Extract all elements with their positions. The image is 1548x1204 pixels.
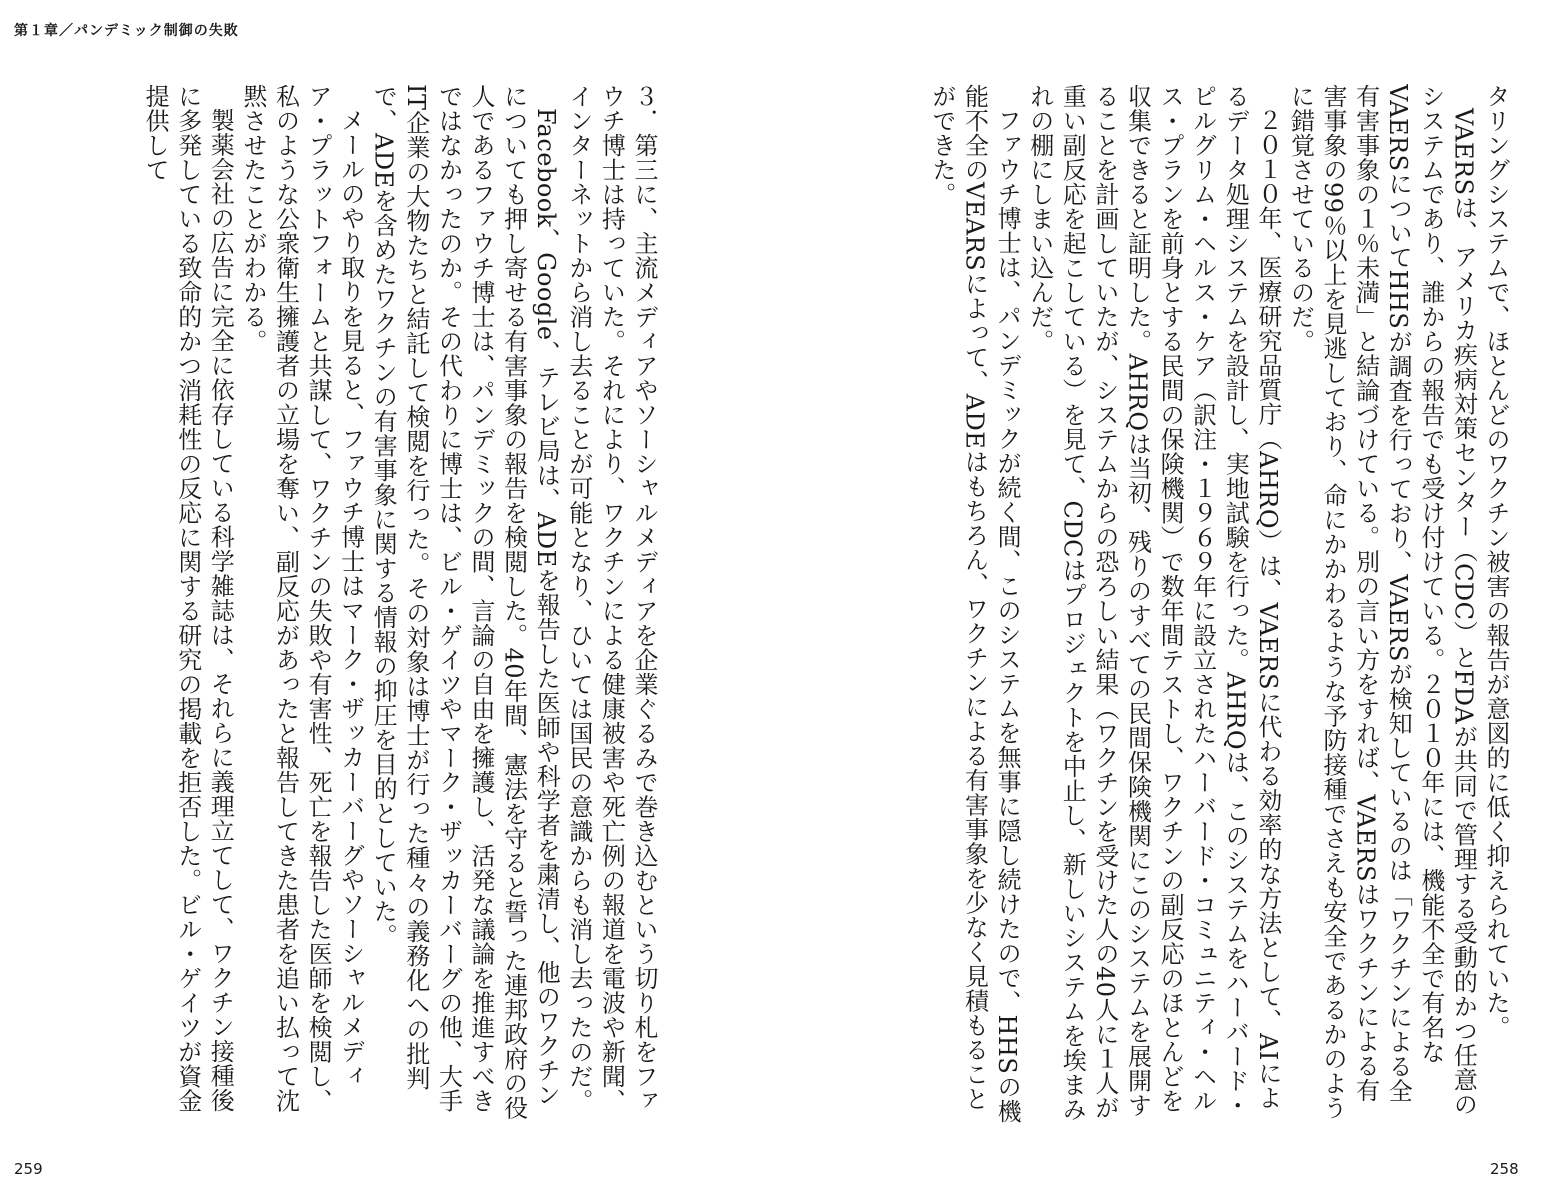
right-paragraph-3: ２０１０年、医療研究品質庁（AHRQ）は、VAERSに代わる効率的な方法として、AIによるデータ処理システムを設計し、実地試験を行った。AHRQは、このシステムをハーバード・ピルグリム・ヘルス・ケア（訳注・１９６９年に設立されたハーバード・コミュニティ・ヘルス・プランを前身とする民間の保険機関）で数年間テストし、ワクチンの副反応のほとんどを収集できると証明した。AHRQは当初、残りのすべての民間保険機関にこのシステムを展開することを計画していたが、システムからの恐ろしい結果（ワクチンを受けた人の40人に１人が重い副反応を起こしている）を見て、CDCはプロジェクトを中止し、新しいシステムを埃まみれの棚にしまい込んだ。 xyxy=(1025,84,1282,1122)
left-paragraph-2: Facebook、Google、テレビ局は、ADEを報告した医師や科学者を粛清し、他のワクチンについても押し寄せる有害事象の報告を検閲した。40年間、憲法を守ると誓った連邦政府の役人であるファウチ博士は、パンデミックの間、言論の自由を擁護し、活発な議論を推進すべきではなかったのか。その代わりに博士は、ビル・ゲイツやマーク・ザッカーバーグの他、大手IT企業の大物たちと結託して検閲を行った。その対象は博士が行った種々の義務化への批判で、ADEを含めたワクチンの有害事象に関する情報の抑圧を目的としていた。 xyxy=(369,84,561,1121)
left-paragraph-4: 製薬会社の広告に完全に依存している科学雑誌は、それらに義理立てして、ワクチン接種後に多発している致命的かつ消耗性の反応に関する研究の掲載を拒否した。ビル・ゲイツが資金提供して xyxy=(141,84,235,1113)
right-page-body xyxy=(852,84,1512,1124)
page-number-left: 259 xyxy=(14,1160,43,1178)
right-paragraph-1: タリングシステムで、ほとんどのワクチン被害の報告が意図的に低く抑えられていた。 xyxy=(1482,84,1510,1040)
left-paragraph-3: メールのやり取りを見ると、ファウチ博士はマーク・ザッカーバーグやソーシャルメディア・プラットフォームと共謀して、ワクチンの失敗や有害性、死亡を報告した医師を検閲し、私のような公衆衛生擁護者の立場を奪い、副反応があったと報告してきた患者を追い払って沈黙させたことがわかる。 xyxy=(238,84,365,1113)
page-number-right: 258 xyxy=(1490,1160,1519,1178)
chapter-header: 第１章／パンデミック制御の失敗 xyxy=(14,23,239,39)
right-paragraph-4: ファウチ博士は、パンデミックが続く間、このシステムを無事に隠し続けたので、HHSの機能不全のVEARSによって、ADEはもちろん、ワクチンによる有害事象を少なく見積もることができた。 xyxy=(927,84,1022,1124)
left-page-body xyxy=(10,84,660,1124)
left-paragraph-1: ３．第三に、主流メディアやソーシャルメディアを企業ぐるみで巻き込むという切り札をファウチ博士は持っていた。それにより、ワクチンによる健康被害や死亡例の報道を電波や新聞、インターネットから消し去ることが可能となり、ひいては国民の意識からも消し去ったのだ。 xyxy=(564,84,658,1113)
right-paragraph-2: VAERSは、アメリカ疾病対策センター（CDC）とFDAが共同で管理する受動的かつ任意のシステムであり、誰からの報告でも受け付けている。２０１０年には、機能不全で有名なVAERSについてHHSが調査を行っており、VAERSが検知しているのは「ワクチンによる全有害事象の１％未満」と結論づけている。別の言い方をすれば、VAERSはワクチンによる有害事象の99％以上を見逃しており、命にかかわるような予防接種でさえも安全であるかのように錯覚させているのだ。 xyxy=(1286,84,1478,1121)
